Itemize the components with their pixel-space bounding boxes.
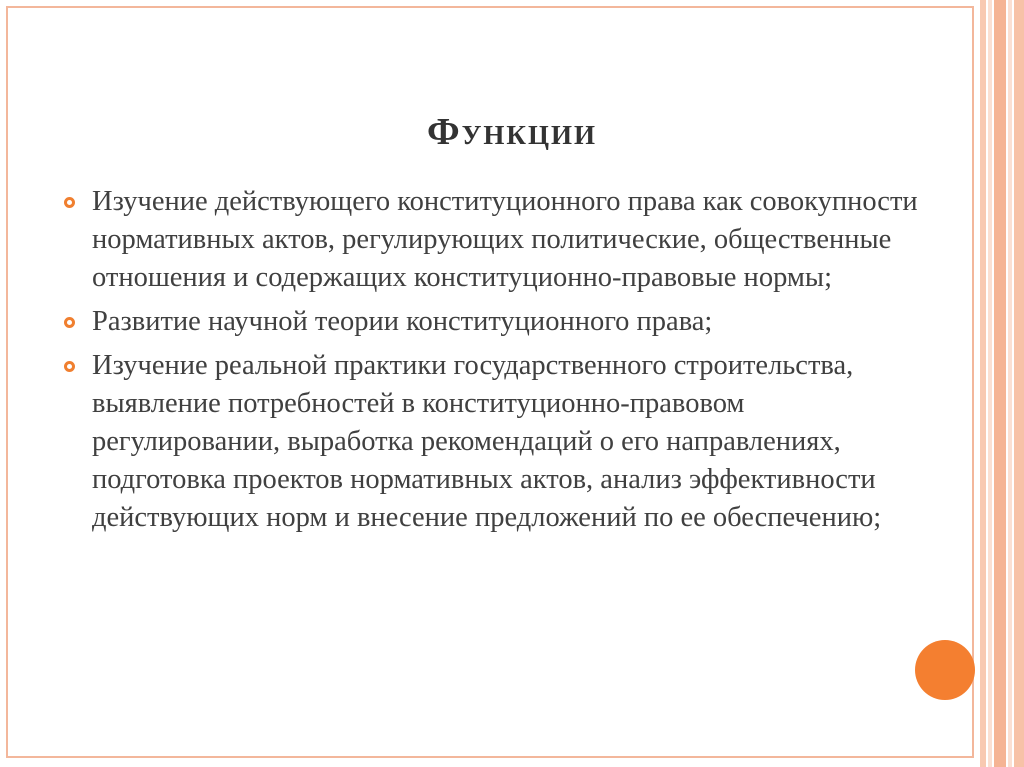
bullet-ring-icon [64,317,75,328]
list-item-text: Изучение действующего конституционного права как совокупности нормативных актов, регулирующих политические, общественные отношения и содержащих конституционно-правовые нормы; [92,186,918,293]
list-item-text: Изучение реальной практики государственного строительства, выявление потребностей в конституционно-правовом регулировании, выработка рекомендаций о его направлениях, подготовка проектов нормативных актов, анализ эффективности действующих норм и внесение предложений по ее обеспечению; [92,350,882,533]
slide-title: Функции [426,111,598,153]
bullet-ring-icon [64,197,75,208]
bullet-ring-icon [64,361,75,372]
list-item [60,183,920,297]
list-item [60,347,920,537]
bullet-list [60,183,920,543]
decor-circle-icon [915,640,975,700]
list-item [60,303,920,341]
list-item-text: Развитие научной теории конституционного права; [92,306,713,337]
